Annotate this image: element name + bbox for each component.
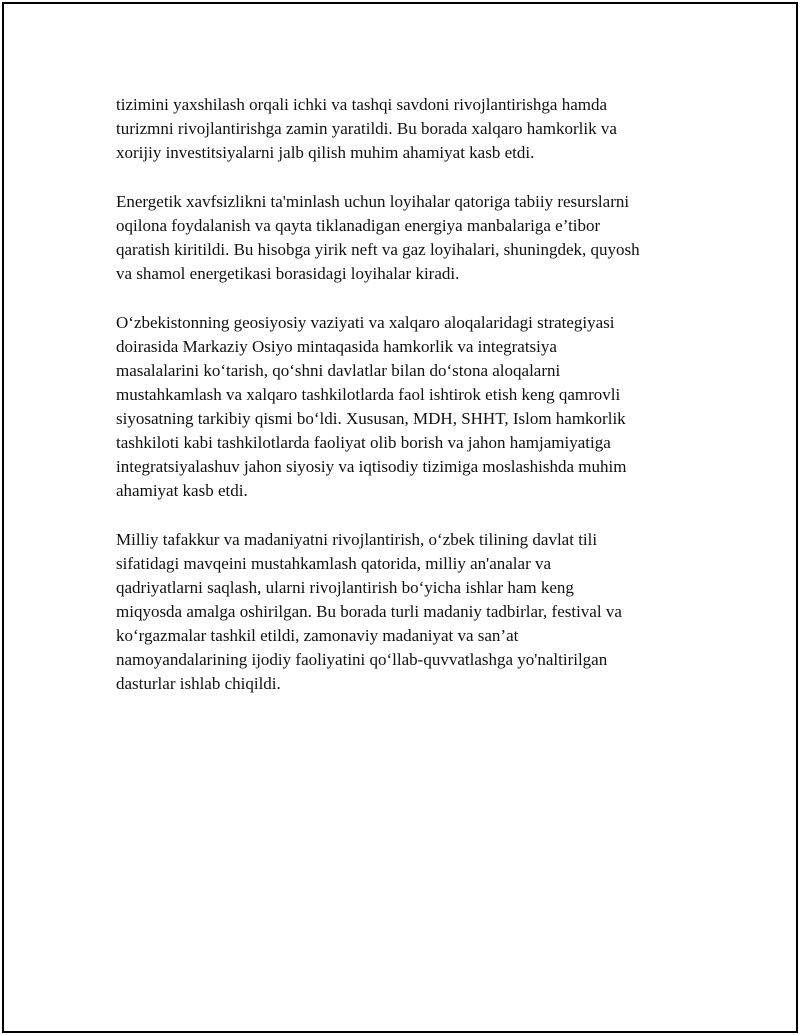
paragraph-culture: Milliy tafakkur va madaniyatni rivojlantirish, o‘zbek tilining davlat tili sifatidagi mavqeini mustahkamlash qatorida, milliy an'analar va qadriyatlarni saqlash, ularni rivojlantirish bo‘yicha ishlar ham keng miqyosda amalga oshirilgan. Bu borada turli madaniy tadbirlar, festival va ko‘rgazmalar tashkil etildi, zamonaviy madaniyat va san’at namoyandalarining ijodiy faoliyatini qo‘llab-quvvatlashga yo'naltirilgan dasturlar ishlab chiqildi. (116, 530, 622, 693)
paragraph-geopolitics: O‘zbekistonning geosiyosiy vaziyati va xalqaro aloqalaridagi strategiyasi doirasida Markaziy Osiyo mintaqasida hamkorlik va integratsiya masalalarini ko‘tarish, qo‘shni davlatlar bilan do‘stona aloqalarni mustahkamlash va xalqaro tashkilotlarda faol ishtirok etish keng qamrovli siyosatning tarkibiy qismi bo‘ldi. Xususan, MDH, SHHT, Islom hamkorlik tashkiloti kabi tashkilotlarda faoliyat olib borish va jahon hamjamiyatiga integratsiyalashuv jahon siyosiy va iqtisodiy tizimiga moslashishda muhim ahamiyat kasb etdi. (116, 313, 627, 500)
paragraph-energy-security: Energetik xavfsizlikni ta'minlash uchun loyihalar qatoriga tabiiy resurslarni oqilona foydalanish va qayta tiklanadigan energiya manbalariga e’tibor qaratish kiritildi. Bu hisobga yirik neft va gaz loyihalari, shuningdek, quyosh va shamol energetikasi borasidagi loyihalar kiradi. (116, 192, 640, 283)
document-body (116, 93, 706, 721)
paragraph-trade-tourism: tizimini yaxshilash orqali ichki va tashqi savdoni rivojlantirishga hamda turizmni rivojlantirishga zamin yaratildi. Bu borada xalqaro hamkorlik va xorijiy investitsiyalarni jalb qilish muhim ahamiyat kasb etdi. (116, 95, 617, 162)
